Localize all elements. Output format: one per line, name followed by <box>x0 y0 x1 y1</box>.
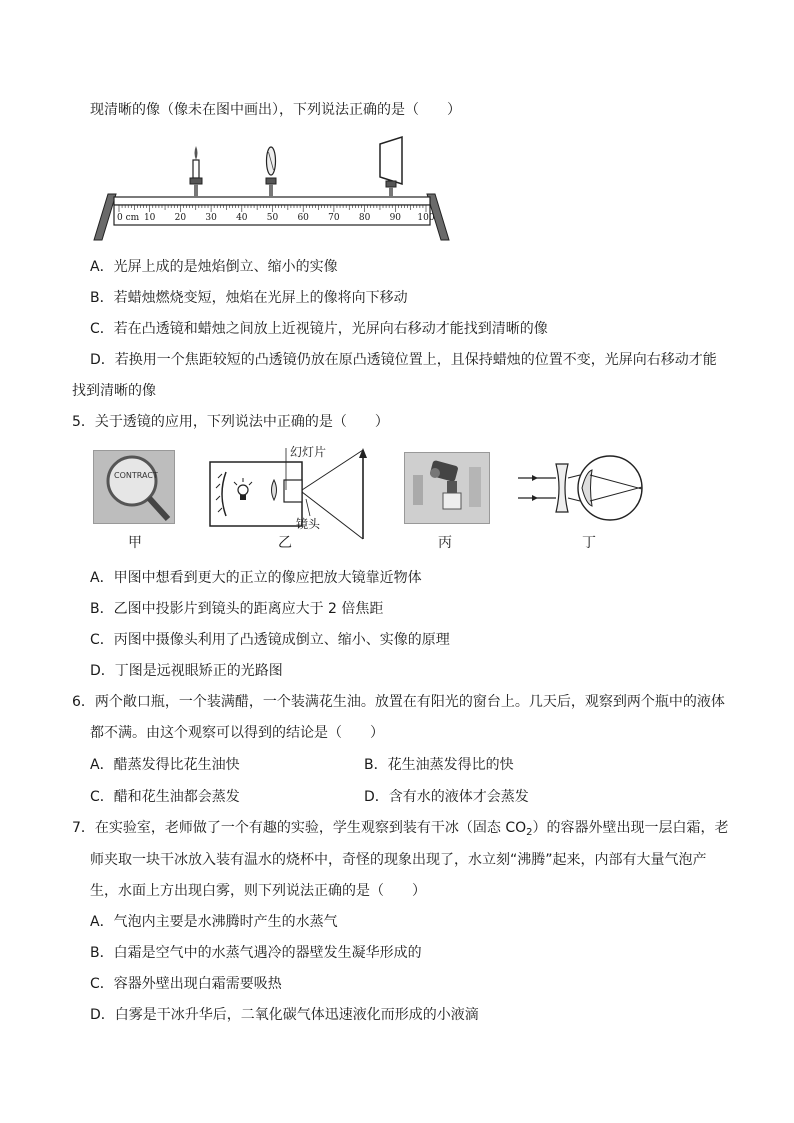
q6-option-b: B．花生油蒸发得比的快 <box>364 757 514 773</box>
q5-option-b: B．乙图中投影片到镜头的距离应大于 2 倍焦距 <box>90 601 384 617</box>
q6-stem-line1: 6．两个敞口瓶，一个装满醋，一个装满花生油。放置在有阳光的窗台上。几天后，观察到两个瓶中的液体 <box>72 694 725 710</box>
contract-text: CONTRACT <box>114 471 158 480</box>
magnifier-svg <box>94 451 174 523</box>
q7-stem-line2: 师夹取一块干冰放入装有温水的烧杯中，奇怪的现象出现了，水立刻“沸腾”起来，内部有大量气泡产 <box>90 852 707 868</box>
q4-option-d-line1: D．若换用一个焦距较短的凸透镜仍放在原凸透镜位置上，且保持蜡烛的位置不变，光屏向右移动才能 <box>90 352 717 368</box>
candle-post <box>194 184 198 197</box>
ruler-tick-label: 10 <box>143 213 156 223</box>
q7-option-d: D．白雾是干冰升华后，二氧化碳气体迅速液化而形成的小液滴 <box>90 1007 479 1023</box>
figure-jia-magnifier-photo <box>93 450 175 524</box>
q6-option-d: D．含有水的液体才会蒸发 <box>364 789 529 805</box>
candle-body <box>193 160 199 178</box>
light-screen <box>380 137 402 197</box>
q5-stem: 5．关于透镜的应用，下列说法中正确的是（ ） <box>72 414 389 430</box>
lens-holder <box>266 178 276 184</box>
candle-holder <box>190 178 202 184</box>
ruler-unit-label: 0 cm <box>117 213 140 223</box>
ruler-tick-label: 70 <box>328 213 340 223</box>
candle-flame <box>195 146 198 160</box>
optical-bench-svg <box>92 134 452 244</box>
ruler-tick-label: 90 <box>389 213 402 223</box>
figure-ding-label: 丁 <box>582 535 596 551</box>
q7-option-a: A．气泡内主要是水沸腾时产生的水蒸气 <box>90 914 338 930</box>
candle <box>190 146 202 197</box>
ruler-tick-label: 60 <box>297 213 309 223</box>
condenser-lens <box>272 480 277 500</box>
screen-holder <box>386 181 396 187</box>
ruler-tick-label: 40 <box>236 213 248 223</box>
q4-stem-tail: 现清晰的像（像未在图中画出），下列说法正确的是（ ） <box>90 102 461 118</box>
figure-yi-projector <box>208 444 388 544</box>
q4-option-d-line2: 找到清晰的像 <box>72 383 156 399</box>
figure-bing-camera-photo <box>404 452 490 524</box>
ruler-tick-label: 80 <box>358 213 371 223</box>
q7-stem-line1 <box>72 818 729 843</box>
q7-stem-line1-b: ）的容器外壁出现一层白霜，老 <box>532 820 729 836</box>
q6-option-c: C．醋和花生油都会蒸发 <box>90 789 240 805</box>
q7-stem-line1-a: 7．在实验室，老师做了一个有趣的实验，学生观察到装有干冰（固态 CO <box>72 820 527 836</box>
eye-svg <box>516 448 651 528</box>
lens-label: 镜头 <box>296 517 321 531</box>
lens-pointer <box>306 499 310 516</box>
left-leg <box>94 194 116 240</box>
lens-post <box>269 184 273 197</box>
screen-post <box>389 187 393 197</box>
magnifier-lens-icon <box>108 457 156 505</box>
q4-option-b: B．若蜡烛燃烧变短，烛焰在光屏上的像将向下移动 <box>90 290 408 306</box>
rail <box>114 197 430 205</box>
optical-bench-figure <box>92 134 452 244</box>
camera-svg <box>405 453 489 523</box>
q4-option-a: A．光屏上成的是烛焰倒立、缩小的实像 <box>90 259 338 275</box>
q4-option-c: C．若在凸透镜和蜡烛之间放上近视镜片，光屏向右移动才能找到清晰的像 <box>90 321 548 337</box>
concave-lens-icon <box>556 464 568 512</box>
screen-panel <box>380 137 402 184</box>
ruler-tick-label: 100 <box>417 213 435 223</box>
q7-stem-line3: 生，水面上方出现白雾，则下列说法正确的是（ ） <box>90 883 426 899</box>
convex-lens <box>266 147 276 197</box>
q6-stem-line2: 都不满。由这个观察可以得到的结论是（ ） <box>90 725 384 741</box>
slide-label: 幻灯片 <box>290 445 327 459</box>
q7-option-c: C．容器外壁出现白霜需要吸热 <box>90 976 282 992</box>
ruler-tick-label: 20 <box>174 213 187 223</box>
q5-option-a: A．甲图中想看到更大的正立的像应把放大镜靠近物体 <box>90 570 422 586</box>
ruler-tick-label: 50 <box>266 213 279 223</box>
figure-bing-label: 丙 <box>438 535 452 551</box>
figure-jia-label: 甲 <box>128 535 142 551</box>
figure-yi-label: 乙 <box>278 535 292 551</box>
q6-option-a: A．醋蒸发得比花生油快 <box>90 757 240 773</box>
lens-barrel <box>284 480 302 502</box>
q7-option-b: B．白霜是空气中的水蒸气遇冷的器壁发生凝华形成的 <box>90 945 422 961</box>
figure-ding-eye <box>516 448 651 528</box>
q5-option-c: C．丙图中摄像头利用了凸透镜成倒立、缩小、实像的原理 <box>90 632 450 648</box>
bulb-base <box>240 495 246 500</box>
image-arrowhead <box>359 448 367 458</box>
co2-subscript: 2 <box>526 827 533 838</box>
ruler-tick-label: 30 <box>205 213 217 223</box>
q5-option-d: D．丁图是远视眼矫正的光路图 <box>90 663 283 679</box>
